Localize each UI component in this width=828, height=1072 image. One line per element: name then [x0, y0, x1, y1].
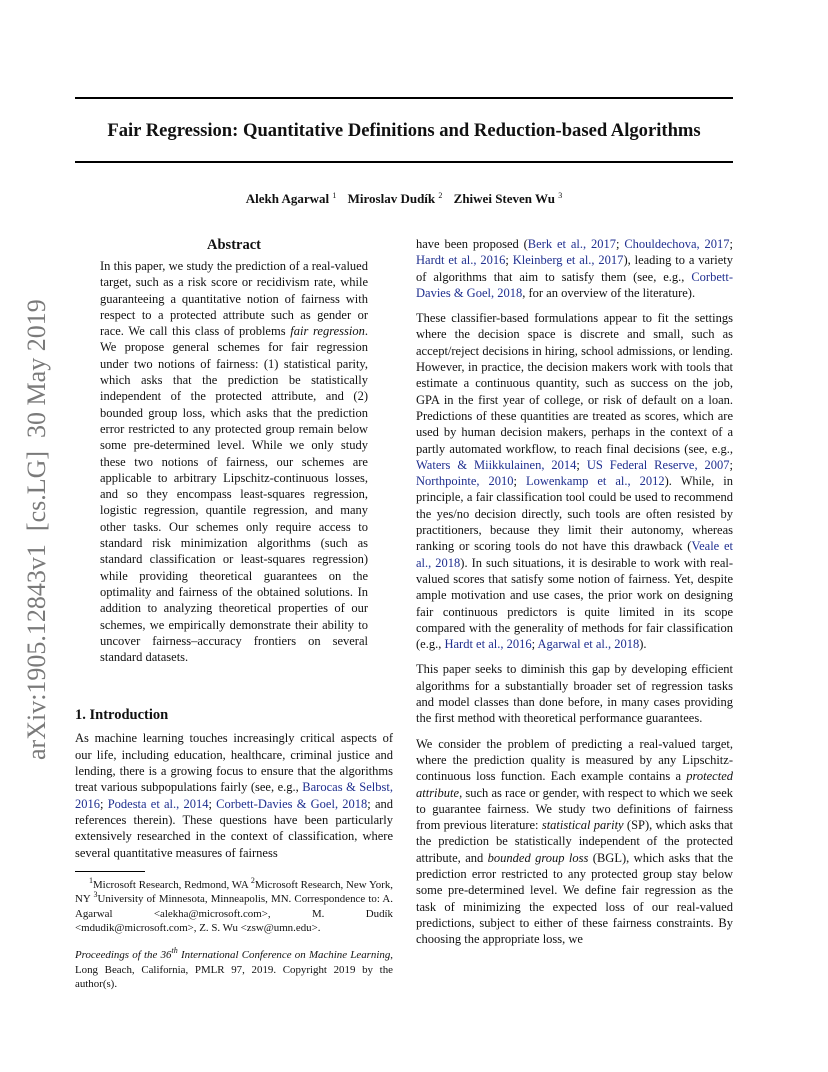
citation-link[interactable]: Podesta et al., 2014: [107, 796, 209, 811]
body-text-part: (BGL), which asks that the prediction error restricted to any protected group stay below some pre-determined level. We define fair regression as the task of minimizing the expected loss of our real-valued predictions, subject to either of these fairness constraints. By choosing the appropriate loss, we: [416, 850, 733, 947]
citation-link[interactable]: Hardt et al., 2016: [444, 637, 532, 652]
citation-separator: ;: [615, 237, 625, 251]
title-top-rule: [75, 97, 733, 99]
citation-link[interactable]: Barocas & Selbst, 2016: [75, 780, 393, 811]
body-text-part: ). While, in principle, a fair classification tool could be used to recommend the yes/no decision directly, such tools are often resisted by practitioners, because they limit their autonomy, whereas ranking or scoring tools do not have this drawback (: [416, 474, 733, 554]
body-paragraph: [416, 310, 733, 652]
proceedings-text: Proceedings of the 36: [75, 949, 172, 962]
body-text-part: We consider the problem of predicting a real-valued target, where the prediction quality is measured by any Lipschitz-continuous loss function. Each example contains a: [416, 736, 733, 784]
citation-link[interactable]: Corbett-Davies & Goel, 2018: [416, 269, 733, 300]
body-text-part: ).: [639, 637, 647, 652]
intro-paragraph: [75, 730, 393, 860]
affiliation-footnote: [75, 875, 393, 936]
citation-link[interactable]: Chouldechova, 2017: [624, 237, 730, 251]
author-affil-mark: 2: [438, 191, 443, 200]
citation-link[interactable]: Corbett-Davies & Goel, 2018: [216, 796, 368, 811]
body-text-part: ). In such situations, it is desirable to work with real-valued scores that satisfy some notion of fairness. Yet, despite ample motivation and use cases, the prior work on designing fair continuous predictors is quite limited in its scope compared with the generality of methods for fair classification (e.g.,: [416, 555, 733, 652]
abstract-emphasis: fair regression: [290, 324, 365, 339]
right-column: [416, 236, 733, 947]
abstract-text: [100, 258, 368, 665]
body-emphasis: protected attribute: [416, 769, 733, 800]
citation-link[interactable]: Agarwal et al., 2018: [537, 637, 640, 652]
body-paragraph: [416, 236, 733, 301]
author-2: [348, 191, 443, 206]
author-name: Zhiwei Steven Wu: [453, 191, 556, 206]
proceedings-text: , Long Beach, California, PMLR 97, 2019. Copyright 2019 by the author(s).: [75, 949, 393, 991]
body-paragraph: This paper seeks to diminish this gap by developing efficient algorithms for a substantially broader set of regression tasks and model classes than done before, in many cases providing the first method with theoretical performance guarantees.: [416, 662, 733, 726]
abstract-text-part: In this paper, we study the prediction of a real-valued target, such as a risk score or recidivism rate, while guaranteeing a quantitative notion of fairness with respect to a protected attribute such as gender or race. We call this class of problems: [100, 259, 368, 339]
footnote-text: Microsoft Research, New York, NY: [75, 878, 393, 906]
proceedings-note: [75, 948, 393, 991]
author-name: Alekh Agarwal: [245, 191, 330, 206]
body-emphasis: bounded group loss: [487, 850, 589, 865]
citation-link[interactable]: Veale et al., 2018: [416, 539, 733, 570]
body-emphasis: statistical parity: [541, 818, 624, 833]
abstract-text-part: . We propose general schemes for fair regression under two notions of fairness: (1) statistical parity, which asks that the prediction be statistically independent of the protected attribute, and (2) bounded group loss, which asks that the prediction error restricted to any protected group remain below some pre-determined level. While we only study these two notions of fairness, our schemes are applicable to arbitrary Lipschitz-continuous losses, and so they encompass least-squares regression, logistic regression, quantile regression, and many other tasks. Our schemes only require access to standard risk minimization algorithms (such as standard classification or least-squares regression) while providing theoretical guarantees on the optimality and fairness of the obtained solutions. In addition to analyzing theoretical properties of our schemes, we empirically demonstrate their ability to uncover fairness–accuracy frontiers on several standard datasets.: [100, 324, 368, 665]
intro-text-part: ; and references therein). These questions have been particularly extensively researched in the context of classification, where several quantitative measures of fairness: [75, 796, 394, 860]
footnote-text: University of Minnesota, Minneapolis, MN. Correspondence to: A. Agarwal <alekha@microsoft.com>, M. Dudík <mdudik@microsoft.com>, Z. S. Wu <zsw@umn.edu>.: [75, 893, 393, 935]
citation-separator: ;: [729, 237, 733, 251]
citation-separator: ;: [513, 474, 526, 489]
citation-link[interactable]: Northpointe, 2010: [416, 474, 514, 489]
footnote-text: Microsoft Research, Redmond, WA: [93, 878, 251, 891]
citation-separator: ;: [576, 457, 587, 472]
author-1: [246, 191, 337, 206]
body-text-part: have been proposed (: [416, 237, 528, 251]
citation-separator: ;: [208, 796, 217, 811]
citation-separator: ;: [505, 253, 513, 268]
left-column: [75, 236, 393, 992]
section-heading-introduction: 1. Introduction: [75, 707, 169, 724]
footnote-mark: 3: [93, 890, 98, 900]
citation-link[interactable]: Berk et al., 2017: [527, 237, 616, 251]
proceedings-text: International Conference on Machine Learning: [177, 949, 391, 962]
citation-link[interactable]: US Federal Reserve, 2007: [586, 457, 730, 472]
paper-title: Fair Regression: Quantitative Definitions and Reduction-based Algorithms: [107, 120, 701, 141]
body-text-part: (SP), which asks that the prediction be statistically independent of the protected attribute, and: [416, 818, 733, 865]
body-text-part: ), leading to a variety of algorithms that aim to satisfy them (see, e.g.,: [416, 253, 733, 284]
citation-separator: ;: [100, 796, 108, 811]
abstract-heading: Abstract: [207, 237, 261, 253]
citation-link[interactable]: Lowenkamp et al., 2012: [525, 474, 665, 489]
proceedings-superscript: th: [171, 946, 178, 956]
citation-separator: ;: [531, 637, 538, 652]
citation-link[interactable]: Kleinberg et al., 2017: [512, 253, 624, 268]
author-name: Miroslav Dudík: [347, 191, 436, 206]
footnote-rule: [75, 871, 145, 872]
intro-text-part: As machine learning touches increasingly critical aspects of our life, including education, healthcare, criminal justice and lending, there is a growing focus to ensure that the algorithms treat various subpopulations fairly (see, e.g.,: [75, 731, 393, 795]
citation-separator: ;: [729, 457, 733, 472]
body-paragraph: [416, 736, 733, 948]
body-text-part: , such as race or gender, with respect to which we seek to guarantee fairness. We study two definitions of fairness from previous literature:: [416, 785, 733, 833]
title-bottom-rule: [75, 161, 733, 163]
footnote-mark: 1: [89, 875, 93, 885]
footnote-mark: 2: [250, 875, 255, 885]
author-affil-mark: 1: [332, 191, 337, 200]
arxiv-identifier-stamp: arXiv:1905.12843v1 [cs.LG] 30 May 2019: [22, 299, 51, 760]
body-text-part: , for an overview of the literature).: [522, 285, 696, 300]
citation-link[interactable]: Waters & Miikkulainen, 2014: [416, 457, 577, 472]
citation-link[interactable]: Hardt et al., 2016: [416, 253, 506, 268]
author-affil-mark: 3: [558, 191, 563, 200]
author-3: [454, 191, 563, 206]
body-text-part: These classifier-based formulations appear to fit the settings where the decision space is discrete and small, such as accept/reject decisions in hiring, school admissions, or lending. However, in practice, the decision makers work with tools that estimate a continuous quantity, such as success on the job, GPA in the first year of college, or risk of default on a loan. Predictions of these quantities are treated as scores, which are used by human decision makers, perhaps in the context of a partly automated workflow, to reach final decisions (see, e.g.,: [416, 311, 733, 456]
author-list: [75, 190, 733, 208]
